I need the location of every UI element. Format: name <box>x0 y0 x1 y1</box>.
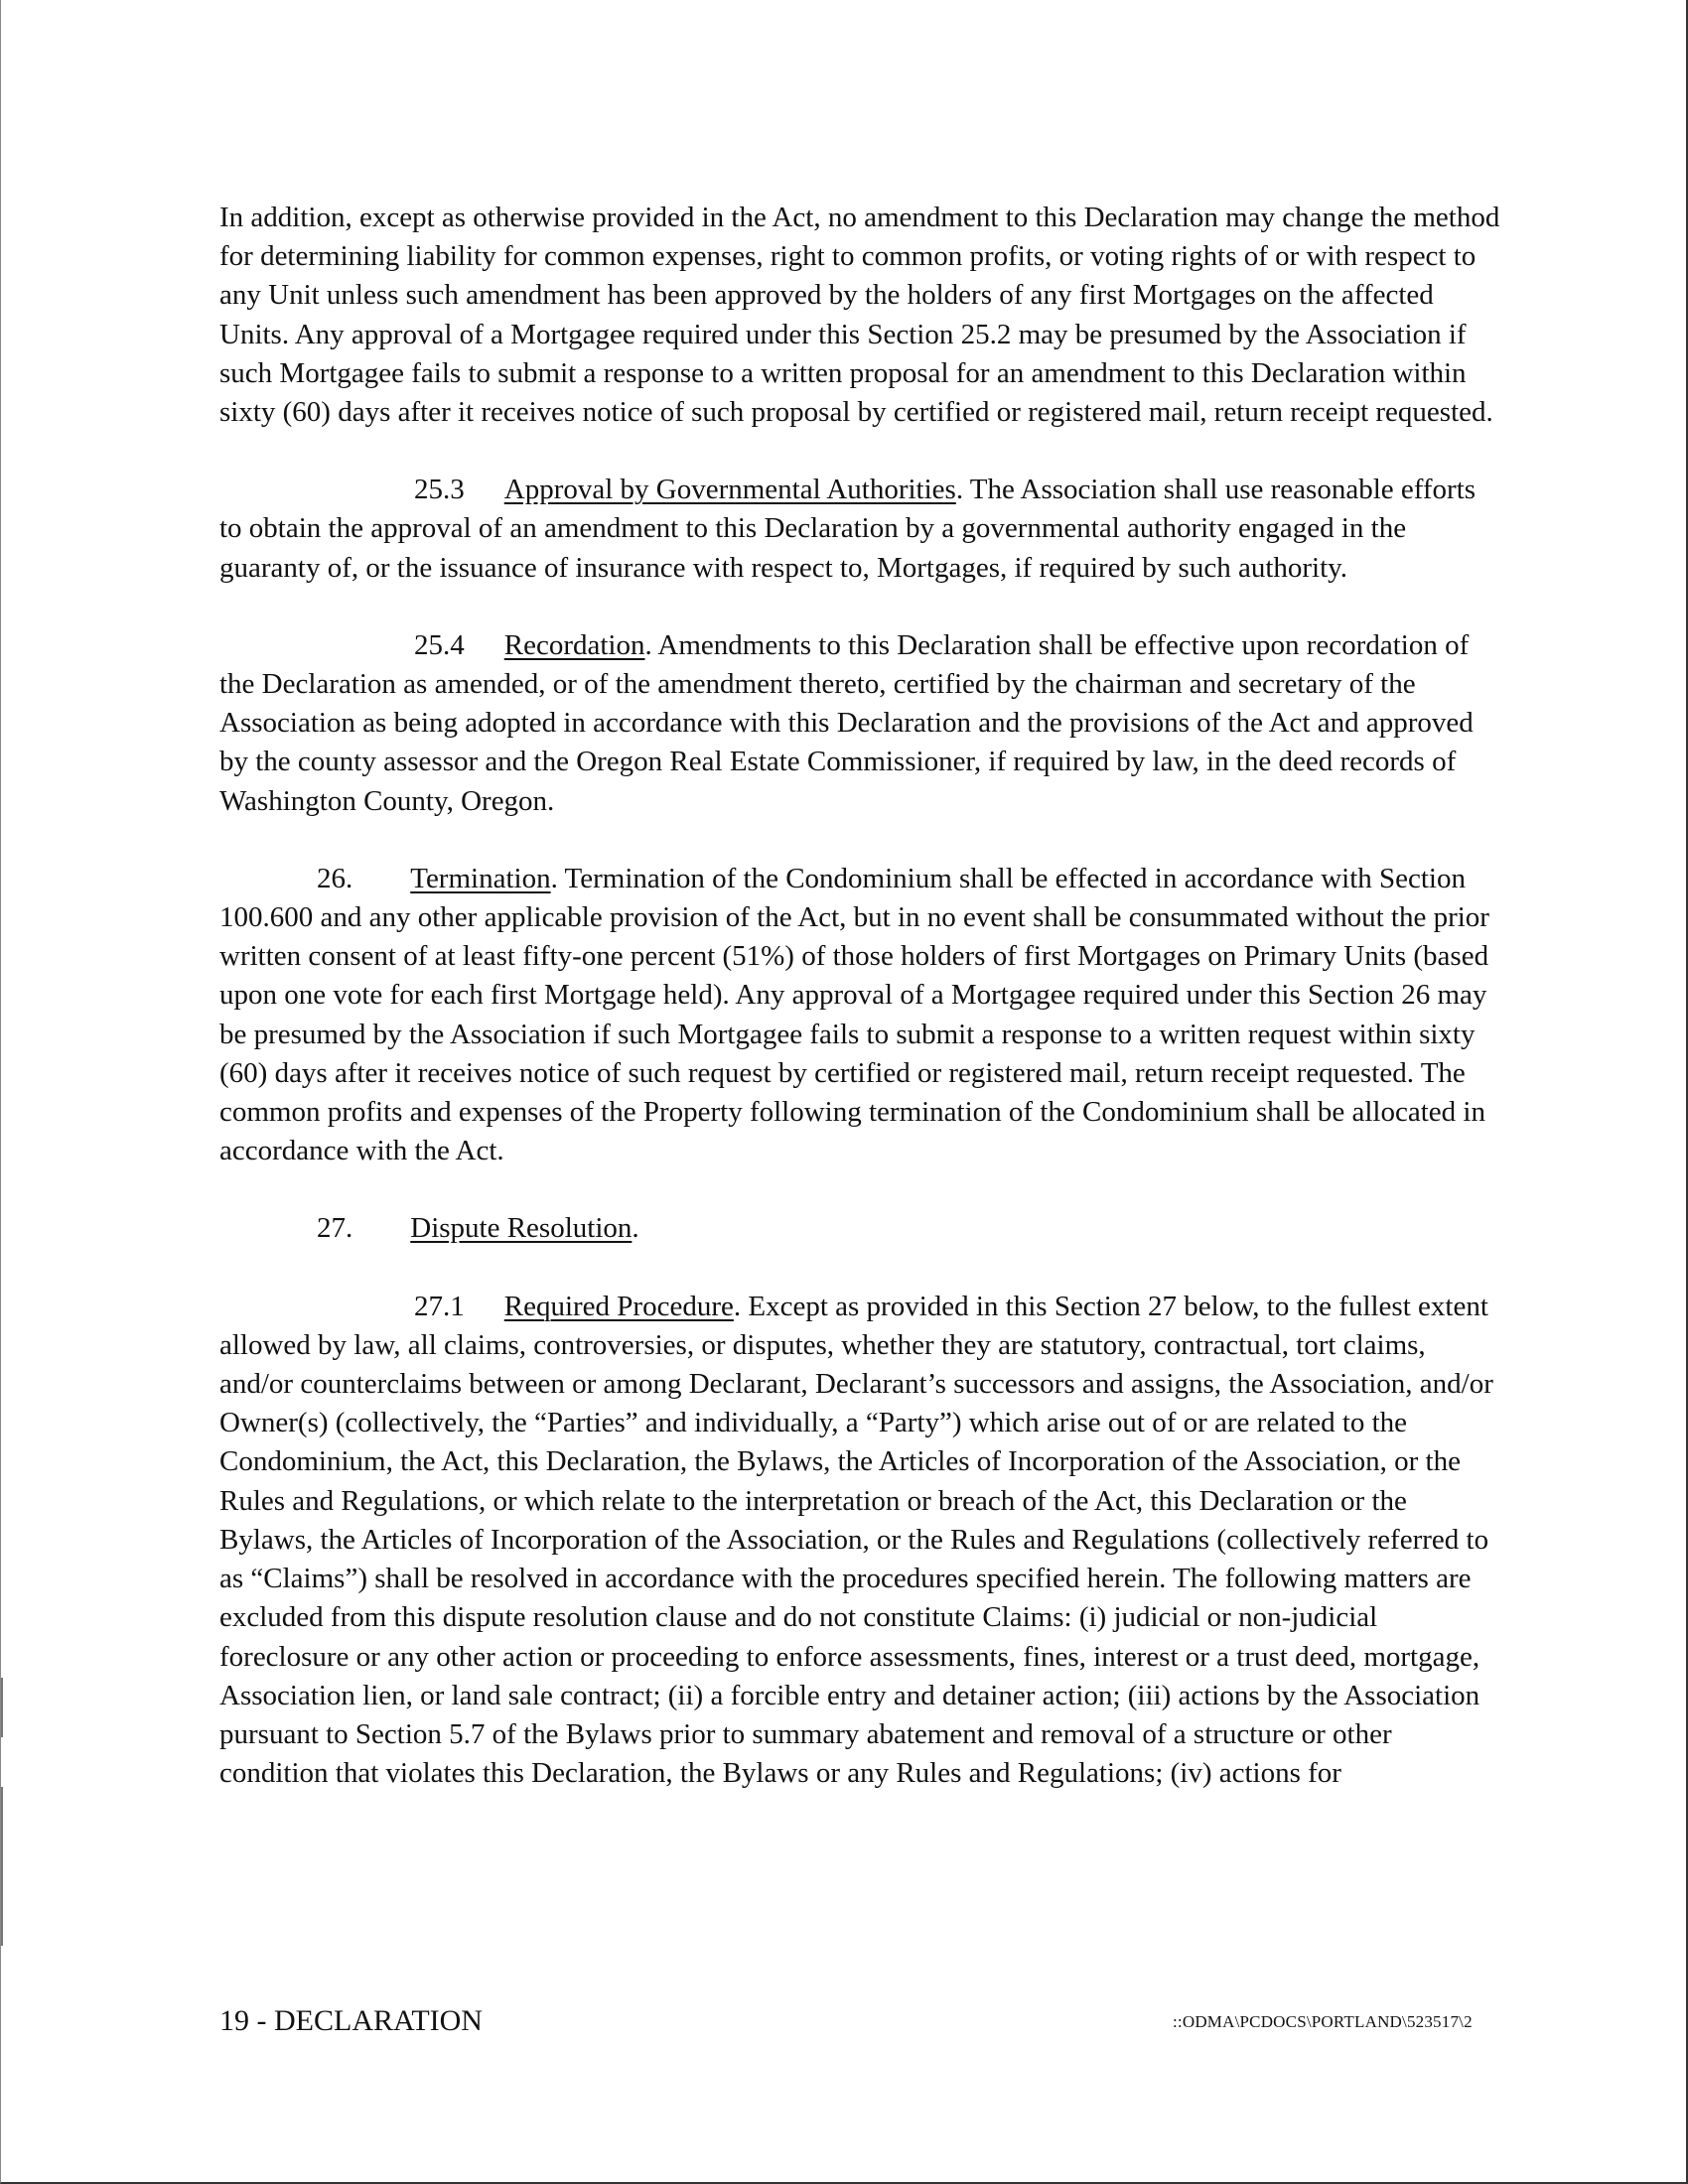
section-26 <box>219 860 1500 1171</box>
scan-margin-mark <box>1 1787 3 1946</box>
paragraph-amendment-mortgagee-approval: In addition, except as otherwise provided in the Act, no amendment to this Declaration may change the method for determining liability for common expenses, right to common profits, or voting rights of or with respect to any Unit unless such amendment has been approved by the holders of any first Mortgages on the affected Units. Any approval of a Mortgagee required under this Section 25.2 may be presumed by the Association if such Mortgagee fails to submit a response to a written proposal for an amendment to this Declaration within sixty (60) days after it receives notice of such proposal by certified or registered mail, return receipt requested. <box>219 202 1500 429</box>
section-text: . Termination of the Condominium shall be effected in accordance with Section 100.600 and any other applicable provision of the Act, but in no event shall be consummated without the prior written consent of at least fifty-one percent (51%) of those holders of first Mortgages on Primary Units (based upon one vote for each first Mortgage held). Any approval of a Mortgagee required under this Section 26 may be presumed by the Association if such Mortgagee fails to submit a response to a written request within sixty (60) days after it receives notice of such request by certified or registered mail, return receipt requested. The common profits and expenses of the Property following termination of the Condominium shall be allocated in accordance with the Act. <box>219 862 1489 1167</box>
scan-margin-mark <box>1 1678 3 1737</box>
section-text: . <box>632 1212 639 1245</box>
section-25-3 <box>219 471 1500 588</box>
section-number: 26. <box>317 862 353 894</box>
section-heading: Approval by Governmental Authorities <box>503 474 956 506</box>
document-body <box>219 199 1500 1793</box>
section-heading: Required Procedure <box>503 1290 734 1322</box>
footer-document-path: ::ODMA\PCDOCS\PORTLAND\523517\2 <box>1173 2012 1473 2031</box>
section-27-1 <box>219 1288 1500 1794</box>
section-heading: Dispute Resolution <box>410 1212 633 1245</box>
section-number: 25.3 <box>414 474 465 506</box>
section-number: 27.1 <box>414 1290 465 1322</box>
section-number: 27. <box>317 1212 353 1245</box>
footer-page-label: 19 - DECLARATION <box>219 2004 483 2037</box>
section-heading: Termination <box>410 862 551 894</box>
section-25-4 <box>219 626 1500 821</box>
section-heading: Recordation <box>503 628 645 661</box>
section-number: 25.4 <box>414 628 465 661</box>
section-27 <box>219 1209 1500 1248</box>
section-text: . Except as provided in this Section 27 below, to the fullest extent allowed by law, all claims, controversies, or disputes, whether they are statutory, contractual, tort claims, and/or counterclaims between or among Declarant, Declarant’s successors and assigns, the Association, and/or Owner(s) (collectively, the “Parties” and individually, a “Party”) which arise out of or are related to the Condominium, the Act, this Declaration, the Bylaws, the Articles of Incorporation of the Association, or the Rules and Regulations, or which relate to the interpretation or breach of the Act, this Declaration or the Bylaws, the Articles of Incorporation of the Association, or the Rules and Regulations (collectively referred to as “Claims”) shall be resolved in accordance with the procedures specified herein. The following matters are excluded from this dispute resolution clause and do not constitute Claims: (i) judicial or non-judicial foreclosure or any other action or proceeding to enforce assessments, fines, interest or a trust deed, mortgage, Association lien, or land sale contract; (ii) a forcible entry and detainer action; (iii) actions by the Association pursuant to Section 5.7 of the Bylaws prior to summary abatement and removal of a structure or other condition that violates this Declaration, the Bylaws or any Rules and Regulations; (iv) actions for <box>219 1290 1493 1790</box>
section-text: . Amendments to this Declaration shall be effective upon recordation of the Declaration as amended, or of the amendment thereto, certified by the chairman and secretary of the Association as being adopted in accordance with this Declaration and the provisions of the Act and approved by the county assessor and the Oregon Real Estate Commissioner, if required by law, in the deed records of Washington County, Oregon. <box>219 628 1474 817</box>
section-text: . The Association shall use reasonable efforts to obtain the approval of an amendment to this Declaration by a governmental authority engaged in the guaranty of, or the issuance of insurance with respect to, Mortgages, if required by such authority. <box>219 474 1477 584</box>
